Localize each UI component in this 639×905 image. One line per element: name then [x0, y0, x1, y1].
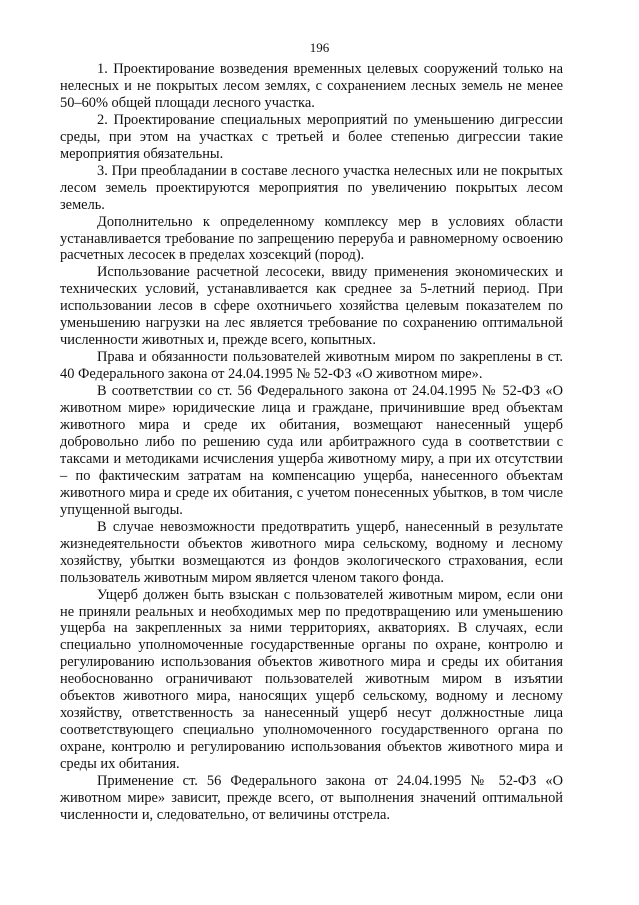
body-text — [60, 61, 563, 824]
paragraph-4: Дополнительно к определенному комплексу мер в условиях области устанавливается требование по запрещению переруба и равномерному освоению расчетных лесосек в пределах хозсекций (пород). — [60, 213, 563, 264]
paragraph-9: Ущерб должен быть взыскан с пользователей животным миром, если они не приняли реальных и необходимых мер по предотвращению или уменьшению ущерба на закрепленных за ними территориях, акваториях. В случаях, если специально уполномоченные государственные органы по охране, контролю и регулированию использования объектов животного мира и среды их обитания необоснованно ограничивают пользователей животным миром в изъятии объектов животного мира, наносящих ущерб сельскому, водному и лесному хозяйству, ответственность за нанесенный ущерб несут должностные лица соответствующего специально уполномоченного государственного органа по охране, контролю и регулированию использования объектов животного мира и среды их обитания. — [60, 586, 563, 773]
paragraph-5: Использование расчетной лесосеки, ввиду применения экономических и технических условий, устанавливается как среднее за 5-летний период. При использовании лесов в сфере охотничьего хозяйства целевым показателем по уменьшению нагрузки на лес является требование по сохранению оптимальной численности животных и, прежде всего, копытных. — [60, 264, 563, 349]
paragraph-1: 1. Проектирование возведения временных целевых сооружений только на нелесных и не покрытых лесом землях, с сохранением лесных земель не менее 50–60% общей площади лесного участка. — [60, 61, 563, 111]
paragraph-3: 3. При преобладании в составе лесного участка нелесных или не покрытых лесом земель проектируются мероприятия по увеличению покрытых лесом земель. — [60, 162, 563, 213]
paragraph-7: В соответствии со ст. 56 Федерального закона от 24.04.1995 № 52-ФЗ «О животном мире» юридические лица и граждане, причинившие вред объектам животного мира и среде их обитания, возмещают нанесенный ущерб добровольно либо по решению суда или арбитражного суда в соответствии с таксами и методиками исчисления ущерба животному миру, а при их отсутствии – по фактическим затратам на компенсацию ущерба, нанесенного объектам животного мира и среде их обитания, с учетом понесенных убытков, в том числе упущенной выгоды. — [60, 383, 563, 518]
paragraph-8: В случае невозможности предотвратить ущерб, нанесенный в результате жизнедеятельности объектов животного мира сельскому, водному и лесному хозяйству, убытки возмещаются из фондов экологического страхования, если пользователь животным миром является членом такого фонда. — [60, 518, 563, 586]
paragraph-10: Применение ст. 56 Федерального закона от 24.04.1995 № 52-ФЗ «О животном мире» зависит, прежде всего, от выполнения значений оптимальной численности и, следовательно, от величины отстрела. — [60, 773, 563, 823]
paragraph-6: Права и обязанности пользователей животным миром по закреплены в ст. 40 Федерального закона от 24.04.1995 № 52-ФЗ «О животном мире». — [60, 349, 563, 383]
paragraph-2: 2. Проектирование специальных мероприятий по уменьшению дигрессии среды, при этом на участках с третьей и более степенью дигрессии такие мероприятия обязательны. — [60, 111, 563, 162]
page-number: 196 — [309, 40, 330, 55]
